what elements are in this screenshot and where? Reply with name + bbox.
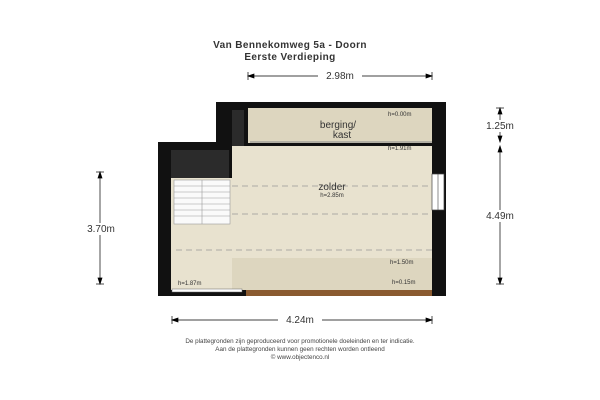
bottom-window bbox=[172, 289, 242, 292]
bottom-frame bbox=[246, 290, 432, 296]
column bbox=[232, 110, 244, 146]
height-storage-bottom: h=1.91m bbox=[388, 146, 412, 152]
height-storage-top: h=0.00m bbox=[388, 112, 412, 118]
disclaimer-line-1: De plattegronden zijn geproduceerd voor promotionele doeleinden en ter indicatie. bbox=[185, 338, 415, 345]
height-attic-center: h=2.85m bbox=[320, 193, 344, 199]
copyright-line: © www.objectenco.nl bbox=[270, 354, 330, 361]
dimension-top-width: 2.98m bbox=[326, 71, 354, 82]
room-label-storage-1: berging/ bbox=[319, 120, 357, 131]
stair-void bbox=[171, 150, 229, 178]
disclaimer-line-2: Aan de plattegronden kunnen geen rechten worden ontleend bbox=[215, 346, 385, 353]
height-bottom-left: h=1.87m bbox=[178, 281, 202, 287]
room-label-attic: zolder bbox=[318, 182, 346, 193]
dimension-right-upper: 1.25m bbox=[486, 121, 514, 132]
height-attic-lower: h=1.50m bbox=[390, 260, 414, 266]
height-bottom-right: h=0.15m bbox=[392, 280, 416, 286]
plan-floor-title: Eerste Verdieping bbox=[244, 52, 336, 63]
dimension-right-lower: 4.49m bbox=[486, 211, 514, 222]
plan-address-title: Van Bennekomweg 5a - Doorn bbox=[213, 40, 367, 51]
dimension-bottom-width: 4.24m bbox=[286, 315, 314, 326]
staircase bbox=[174, 180, 230, 224]
dimension-left-height: 3.70m bbox=[87, 224, 115, 235]
room-label-storage-2: kast bbox=[332, 130, 352, 141]
